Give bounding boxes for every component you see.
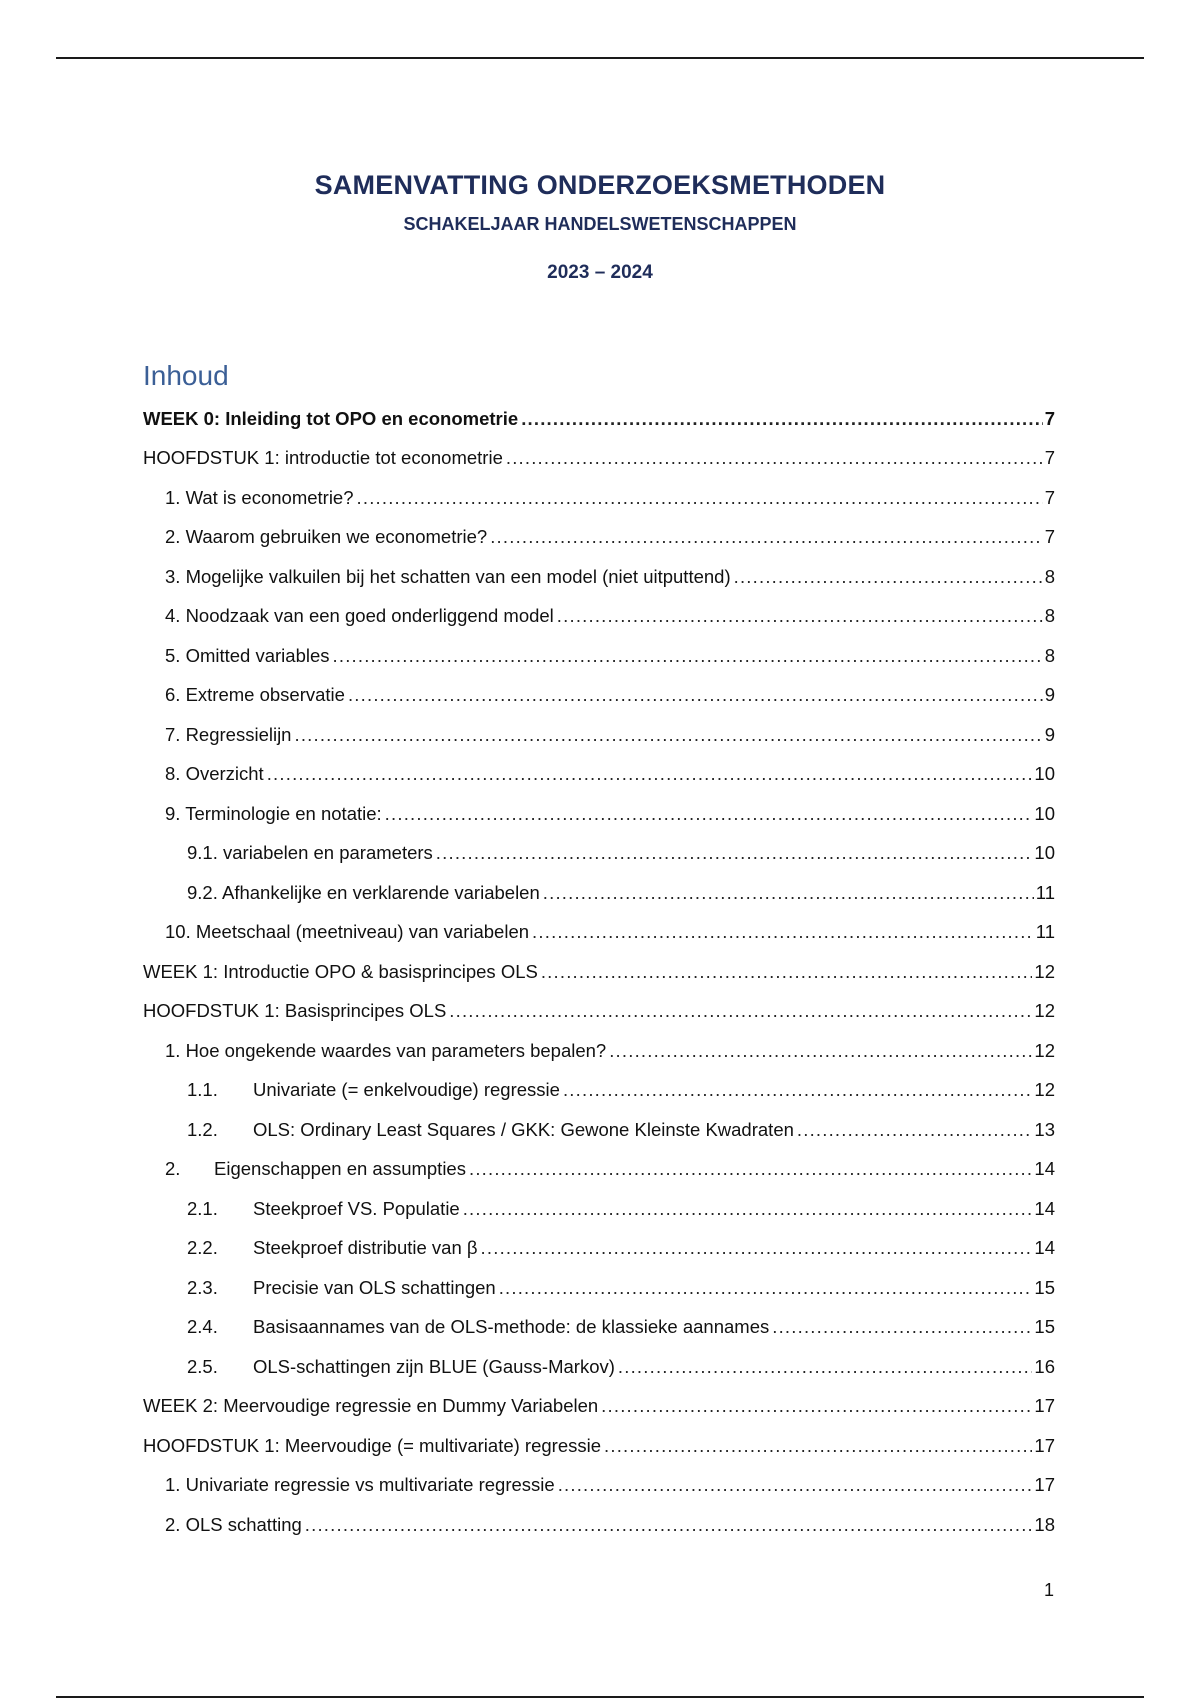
toc-page-number: 9 (1044, 723, 1055, 745)
toc-page-number: 10 (1034, 763, 1055, 785)
document-title: SAMENVATTING ONDERZOEKSMETHODEN (314, 170, 886, 200)
toc-page-number: 7 (1044, 447, 1055, 469)
toc-entry-text: HOOFDSTUK 1: Basisprincipes OLS (143, 1000, 447, 1022)
toc-entry-number: 2.4. (187, 1316, 218, 1338)
toc-heading: Inhoud (143, 360, 229, 391)
toc-entry-text: Eigenschappen en assumpties (214, 1158, 466, 1180)
toc-entry-text: OLS: Ordinary Least Squares / GKK: Gewone Kleinste Kwadraten (253, 1118, 794, 1140)
toc-entry-text: 6. Extreme observatie (165, 684, 345, 706)
toc-leader (543, 882, 1034, 904)
toc-leader (734, 566, 1043, 588)
toc-page-number: 14 (1034, 1237, 1055, 1259)
toc-entry-section[interactable] (143, 755, 1055, 795)
toc-entry-text: 2. OLS schatting (165, 1513, 302, 1535)
toc-leader (558, 1474, 1033, 1496)
footer-rule (56, 1696, 1144, 1698)
toc-leader (601, 1395, 1032, 1417)
toc-leader (449, 1000, 1032, 1022)
toc-leader (521, 408, 1043, 430)
toc-page-number: 11 (1035, 921, 1055, 943)
toc-entry-text: 10. Meetschaal (meetniveau) van variabelen (165, 921, 530, 943)
toc-leader (609, 1040, 1032, 1062)
toc-leader (357, 487, 1043, 509)
toc-entry-text: WEEK 0: Inleiding tot OPO en econometrie (143, 407, 519, 429)
toc-leader (267, 763, 1033, 785)
toc-leader (618, 1356, 1033, 1378)
toc-leader (463, 1198, 1033, 1220)
toc-page-number: 12 (1034, 1000, 1055, 1022)
toc-page-number: 15 (1034, 1276, 1055, 1298)
toc-page-number: 7 (1044, 526, 1055, 548)
toc-leader (772, 1316, 1032, 1338)
toc-leader (499, 1277, 1033, 1299)
toc-entry-subsection[interactable] (143, 1268, 1055, 1308)
toc-page-number: 10 (1034, 842, 1055, 864)
toc-entry-text: WEEK 2: Meervoudige regressie en Dummy Variabelen (143, 1395, 599, 1417)
toc-entry-text: 7. Regressielijn (165, 723, 292, 745)
toc-entry-text: HOOFDSTUK 1: Meervoudige (= multivariate) regressie (143, 1434, 602, 1456)
toc-entry-text: 1. Wat is econometrie? (165, 486, 354, 508)
toc-entry-section[interactable] (143, 1150, 1055, 1190)
toc-page-number: 8 (1044, 605, 1055, 627)
toc-entry-week-2[interactable] (143, 1387, 1055, 1427)
toc-page-number: 16 (1034, 1355, 1055, 1377)
toc-page-number: 12 (1034, 1079, 1055, 1101)
toc-entry-number: 2. (165, 1158, 181, 1180)
toc-entry-text: 4. Noodzaak van een goed onderliggend model (165, 605, 554, 627)
toc-entry-text: Precisie van OLS schattingen (253, 1276, 496, 1298)
toc-leader (333, 645, 1043, 667)
toc-entry-text: 9.1. variabelen en parameters (187, 842, 433, 864)
toc-leader (557, 605, 1043, 627)
toc-entry-section[interactable] (143, 1505, 1055, 1545)
document-subtitle: SCHAKELJAAR HANDELSWETENSCHAPPEN (403, 214, 797, 234)
toc-leader (797, 1119, 1033, 1141)
toc-entry-text: 5. Omitted variables (165, 644, 330, 666)
toc-leader (490, 526, 1043, 548)
toc-leader (305, 1514, 1033, 1536)
toc-entry-text: 9.2. Afhankelijke en verklarende variabelen (187, 881, 540, 903)
toc-entry-number: 2.5. (187, 1355, 218, 1377)
toc-entry-subsection[interactable] (143, 1347, 1055, 1387)
toc-entry-number: 2.3. (187, 1276, 218, 1298)
toc-entry-chapter[interactable] (143, 992, 1055, 1032)
toc-leader (506, 447, 1043, 469)
toc-entry-week-0[interactable] (143, 399, 1055, 439)
toc-entry-section[interactable] (143, 557, 1055, 597)
toc-page-number: 7 (1044, 486, 1055, 508)
toc-entry-week-1[interactable] (143, 952, 1055, 992)
toc-entry-text: HOOFDSTUK 1: introductie tot econometrie (143, 447, 503, 469)
toc-entry-section[interactable] (143, 1466, 1055, 1506)
toc-page-number: 8 (1044, 644, 1055, 666)
toc-page-number: 11 (1035, 881, 1055, 903)
toc-entry-number: 2.2. (187, 1237, 218, 1259)
toc-leader (532, 921, 1034, 943)
toc-entry-number: 1.2. (187, 1118, 218, 1140)
toc-entry-section[interactable] (143, 636, 1055, 676)
toc-entry-number: 1.1. (187, 1079, 218, 1101)
toc-page-number: 9 (1044, 684, 1055, 706)
toc-page-number: 15 (1034, 1316, 1055, 1338)
toc-leader (385, 803, 1033, 825)
toc-entry-text: Steekproef VS. Populatie (253, 1197, 460, 1219)
toc-entry-subsection[interactable] (143, 1229, 1055, 1269)
toc-entry-text: 1. Univariate regressie vs multivariate regressie (165, 1474, 555, 1496)
toc-leader (469, 1158, 1032, 1180)
toc-entry-section[interactable] (143, 715, 1055, 755)
toc-entry-text: Basisaannames van de OLS-methode: de klassieke aannames (253, 1316, 770, 1338)
toc-entry-section[interactable] (143, 913, 1055, 953)
toc-page-number: 13 (1034, 1118, 1055, 1140)
toc-page-number: 17 (1034, 1474, 1055, 1496)
toc-leader (294, 724, 1042, 746)
toc-entry-chapter[interactable] (143, 1426, 1055, 1466)
toc-page-number: 12 (1034, 960, 1055, 982)
toc-leader (348, 684, 1043, 706)
toc-entry-section[interactable] (143, 518, 1055, 558)
toc-entry-subsection[interactable] (143, 873, 1055, 913)
toc-entry-subsection[interactable] (143, 834, 1055, 874)
toc-entry-subsection[interactable] (143, 1071, 1055, 1111)
toc-entry-text: 3. Mogelijke valkuilen bij het schatten van een model (niet uitputtend) (165, 565, 731, 587)
toc-entry-text: 2. Waarom gebruiken we econometrie? (165, 526, 488, 548)
toc-page-number: 17 (1034, 1434, 1055, 1456)
toc-entry-section[interactable] (143, 794, 1055, 834)
toc-entry-section[interactable] (143, 478, 1055, 518)
toc-entry-text: 9. Terminologie en notatie: (165, 802, 382, 824)
toc-leader (436, 842, 1033, 864)
toc-entry-subsection[interactable] (143, 1308, 1055, 1348)
toc-entry-subsection[interactable] (143, 1189, 1055, 1229)
toc-leader (541, 961, 1033, 983)
toc-leader (563, 1079, 1032, 1101)
toc-entry-number: 2.1. (187, 1197, 218, 1219)
table-of-contents (143, 399, 1055, 1545)
toc-page-number: 12 (1034, 1039, 1055, 1061)
toc-entry-section[interactable] (143, 597, 1055, 637)
toc-page-number: 10 (1034, 802, 1055, 824)
toc-entry-text: WEEK 1: Introductie OPO & basisprincipes OLS (143, 960, 538, 982)
document-year: 2023 – 2024 (547, 262, 653, 283)
toc-leader (604, 1435, 1032, 1457)
toc-page-number: 14 (1034, 1197, 1055, 1219)
toc-entry-section[interactable] (143, 676, 1055, 716)
toc-entry-text: 8. Overzicht (165, 763, 264, 785)
toc-page-number: 7 (1044, 407, 1055, 429)
toc-entry-text: OLS-schattingen zijn BLUE (Gauss-Markov) (253, 1355, 615, 1377)
page-number: 1 (1043, 1580, 1054, 1600)
toc-entry-subsection[interactable] (143, 1110, 1055, 1150)
toc-entry-chapter[interactable] (143, 439, 1055, 479)
header-rule (56, 57, 1144, 59)
toc-page-number: 14 (1034, 1158, 1055, 1180)
toc-entry-section[interactable] (143, 1031, 1055, 1071)
toc-entry-text: Univariate (= enkelvoudige) regressie (253, 1079, 560, 1101)
toc-entry-text: 1. Hoe ongekende waardes van parameters bepalen? (165, 1039, 607, 1061)
toc-leader (481, 1237, 1033, 1259)
toc-page-number: 18 (1034, 1513, 1055, 1535)
toc-page-number: 17 (1034, 1395, 1055, 1417)
toc-entry-text: Steekproef distributie van β (253, 1237, 478, 1259)
toc-page-number: 8 (1044, 565, 1055, 587)
